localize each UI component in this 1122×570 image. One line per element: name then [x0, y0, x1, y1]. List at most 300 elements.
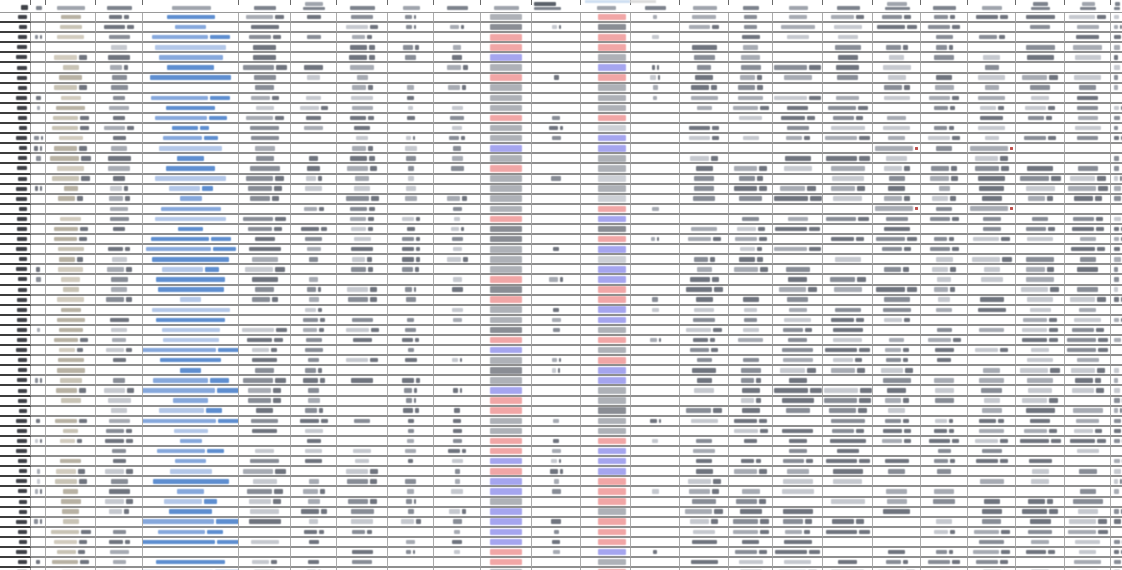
cell-col-20[interactable]: [968, 518, 1016, 528]
cell-col-2[interactable]: [46, 144, 96, 154]
cell-row-header[interactable]: [0, 205, 31, 215]
cell-col-17[interactable]: [823, 235, 873, 245]
cell-col-7[interactable]: [337, 467, 388, 477]
cell-col-22[interactable]: [1065, 235, 1111, 245]
cell-col-2[interactable]: [46, 185, 96, 195]
cell-col-19[interactable]: [921, 84, 968, 94]
cell-col-20[interactable]: [968, 144, 1016, 154]
cell-col-16[interactable]: [773, 134, 823, 144]
cell-col-4[interactable]: [143, 356, 239, 366]
column-header-col-1[interactable]: [31, 0, 46, 13]
cell-col-16[interactable]: [773, 286, 823, 296]
cell-status-a[interactable]: [481, 477, 532, 487]
cell-col-4[interactable]: [143, 215, 239, 225]
cell-col-23[interactable]: [1111, 255, 1122, 265]
cell-col-3[interactable]: [96, 538, 143, 548]
cell-col-19[interactable]: [921, 528, 968, 538]
cell-col-16[interactable]: [773, 164, 823, 174]
cell-col-6[interactable]: [291, 74, 337, 84]
cell-status-a[interactable]: [481, 558, 532, 568]
column-header-col-23[interactable]: [1111, 0, 1122, 13]
cell-col-18[interactable]: [873, 154, 921, 164]
cell-col-17[interactable]: [823, 346, 873, 356]
cell-col-20[interactable]: [968, 245, 1016, 255]
cell-col-5[interactable]: [239, 225, 291, 235]
cell-col-5[interactable]: [239, 63, 291, 73]
cell-col-19[interactable]: [921, 114, 968, 124]
cell-row-header[interactable]: [0, 346, 31, 356]
cell-col-1[interactable]: [31, 528, 46, 538]
cell-row-header[interactable]: [0, 457, 31, 467]
cell-col-18[interactable]: [873, 407, 921, 417]
cell-col-3[interactable]: [96, 235, 143, 245]
cell-col-6[interactable]: [291, 124, 337, 134]
cell-col-6[interactable]: [291, 467, 337, 477]
cell-status-a[interactable]: [481, 245, 532, 255]
cell-col-11[interactable]: [532, 265, 581, 275]
cell-col-3[interactable]: [96, 477, 143, 487]
cell-col-1[interactable]: [31, 558, 46, 568]
cell-col-3[interactable]: [96, 467, 143, 477]
cell-col-9[interactable]: [434, 558, 481, 568]
cell-col-9[interactable]: [434, 245, 481, 255]
cell-status-a[interactable]: [481, 63, 532, 73]
cell-col-3[interactable]: [96, 114, 143, 124]
cell-col-14[interactable]: [680, 326, 729, 336]
cell-col-20[interactable]: [968, 63, 1016, 73]
cell-col-14[interactable]: [680, 164, 729, 174]
cell-col-18[interactable]: [873, 427, 921, 437]
cell-col-15[interactable]: [729, 63, 773, 73]
cell-col-2[interactable]: [46, 558, 96, 568]
cell-col-18[interactable]: [873, 175, 921, 185]
cell-col-20[interactable]: [968, 164, 1016, 174]
cell-status-b[interactable]: [581, 33, 631, 43]
cell-col-16[interactable]: [773, 548, 823, 558]
cell-col-8[interactable]: [388, 548, 434, 558]
cell-col-3[interactable]: [96, 94, 143, 104]
cell-col-11[interactable]: [532, 326, 581, 336]
cell-col-11[interactable]: [532, 386, 581, 396]
cell-col-1[interactable]: [31, 235, 46, 245]
cell-col-3[interactable]: [96, 376, 143, 386]
cell-col-3[interactable]: [96, 33, 143, 43]
cell-col-2[interactable]: [46, 437, 96, 447]
cell-col-19[interactable]: [921, 548, 968, 558]
cell-col-22[interactable]: [1065, 508, 1111, 518]
cell-col-13[interactable]: [631, 74, 680, 84]
cell-col-15[interactable]: [729, 548, 773, 558]
cell-row-header[interactable]: [0, 356, 31, 366]
cell-col-1[interactable]: [31, 397, 46, 407]
cell-col-17[interactable]: [823, 225, 873, 235]
cell-status-b[interactable]: [581, 114, 631, 124]
cell-col-22[interactable]: [1065, 185, 1111, 195]
cell-col-1[interactable]: [31, 255, 46, 265]
cell-col-3[interactable]: [96, 386, 143, 396]
cell-col-14[interactable]: [680, 265, 729, 275]
cell-col-17[interactable]: [823, 528, 873, 538]
cell-col-5[interactable]: [239, 427, 291, 437]
cell-col-9[interactable]: [434, 457, 481, 467]
cell-col-7[interactable]: [337, 366, 388, 376]
cell-col-13[interactable]: [631, 487, 680, 497]
cell-col-19[interactable]: [921, 306, 968, 316]
cell-col-9[interactable]: [434, 407, 481, 417]
cell-status-b[interactable]: [581, 175, 631, 185]
cell-col-20[interactable]: [968, 104, 1016, 114]
cell-col-13[interactable]: [631, 94, 680, 104]
cell-col-4[interactable]: [143, 195, 239, 205]
cell-col-14[interactable]: [680, 477, 729, 487]
cell-col-4[interactable]: [143, 205, 239, 215]
column-header-col-7[interactable]: [337, 0, 388, 13]
cell-col-8[interactable]: [388, 195, 434, 205]
cell-col-8[interactable]: [388, 33, 434, 43]
cell-col-21[interactable]: [1016, 346, 1065, 356]
cell-col-14[interactable]: [680, 437, 729, 447]
cell-col-15[interactable]: [729, 457, 773, 467]
cell-col-23[interactable]: [1111, 275, 1122, 285]
cell-status-b[interactable]: [581, 164, 631, 174]
cell-status-a[interactable]: [481, 376, 532, 386]
cell-col-21[interactable]: [1016, 538, 1065, 548]
cell-col-5[interactable]: [239, 366, 291, 376]
cell-status-b[interactable]: [581, 336, 631, 346]
cell-col-17[interactable]: [823, 286, 873, 296]
cell-col-6[interactable]: [291, 275, 337, 285]
cell-col-19[interactable]: [921, 356, 968, 366]
cell-col-20[interactable]: [968, 114, 1016, 124]
cell-col-6[interactable]: [291, 43, 337, 53]
cell-col-8[interactable]: [388, 356, 434, 366]
cell-col-4[interactable]: [143, 558, 239, 568]
cell-col-1[interactable]: [31, 185, 46, 195]
cell-col-8[interactable]: [388, 407, 434, 417]
cell-col-8[interactable]: [388, 144, 434, 154]
cell-col-16[interactable]: [773, 407, 823, 417]
cell-col-4[interactable]: [143, 13, 239, 23]
cell-col-1[interactable]: [31, 215, 46, 225]
cell-col-11[interactable]: [532, 43, 581, 53]
cell-status-b[interactable]: [581, 255, 631, 265]
cell-col-18[interactable]: [873, 417, 921, 427]
cell-col-9[interactable]: [434, 114, 481, 124]
cell-col-2[interactable]: [46, 487, 96, 497]
cell-col-3[interactable]: [96, 548, 143, 558]
cell-col-4[interactable]: [143, 74, 239, 84]
cell-col-22[interactable]: [1065, 558, 1111, 568]
cell-col-3[interactable]: [96, 74, 143, 84]
cell-col-8[interactable]: [388, 427, 434, 437]
cell-col-21[interactable]: [1016, 518, 1065, 528]
cell-row-header[interactable]: [0, 275, 31, 285]
cell-status-b[interactable]: [581, 518, 631, 528]
cell-col-9[interactable]: [434, 74, 481, 84]
cell-col-9[interactable]: [434, 124, 481, 134]
cell-col-18[interactable]: [873, 114, 921, 124]
cell-col-11[interactable]: [532, 376, 581, 386]
cell-col-17[interactable]: [823, 326, 873, 336]
cell-col-17[interactable]: [823, 13, 873, 23]
cell-col-13[interactable]: [631, 326, 680, 336]
cell-status-b[interactable]: [581, 528, 631, 538]
cell-col-6[interactable]: [291, 457, 337, 467]
cell-col-5[interactable]: [239, 487, 291, 497]
cell-col-1[interactable]: [31, 346, 46, 356]
cell-col-11[interactable]: [532, 63, 581, 73]
cell-status-b[interactable]: [581, 53, 631, 63]
cell-status-b[interactable]: [581, 265, 631, 275]
cell-col-2[interactable]: [46, 386, 96, 396]
cell-col-5[interactable]: [239, 397, 291, 407]
cell-col-13[interactable]: [631, 275, 680, 285]
cell-col-16[interactable]: [773, 518, 823, 528]
cell-col-6[interactable]: [291, 164, 337, 174]
cell-col-2[interactable]: [46, 296, 96, 306]
cell-status-a[interactable]: [481, 84, 532, 94]
cell-col-2[interactable]: [46, 498, 96, 508]
cell-col-3[interactable]: [96, 13, 143, 23]
cell-col-17[interactable]: [823, 154, 873, 164]
cell-col-23[interactable]: [1111, 23, 1122, 33]
cell-col-4[interactable]: [143, 467, 239, 477]
cell-col-7[interactable]: [337, 74, 388, 84]
cell-col-17[interactable]: [823, 195, 873, 205]
cell-col-20[interactable]: [968, 356, 1016, 366]
cell-col-1[interactable]: [31, 407, 46, 417]
cell-col-1[interactable]: [31, 53, 46, 63]
cell-col-2[interactable]: [46, 397, 96, 407]
cell-col-13[interactable]: [631, 386, 680, 396]
cell-col-7[interactable]: [337, 164, 388, 174]
cell-col-3[interactable]: [96, 487, 143, 497]
cell-col-18[interactable]: [873, 397, 921, 407]
cell-col-7[interactable]: [337, 447, 388, 457]
cell-col-15[interactable]: [729, 124, 773, 134]
cell-col-1[interactable]: [31, 336, 46, 346]
cell-col-21[interactable]: [1016, 245, 1065, 255]
cell-col-16[interactable]: [773, 63, 823, 73]
cell-col-13[interactable]: [631, 144, 680, 154]
cell-col-22[interactable]: [1065, 346, 1111, 356]
cell-col-7[interactable]: [337, 316, 388, 326]
cell-col-23[interactable]: [1111, 508, 1122, 518]
cell-col-22[interactable]: [1065, 528, 1111, 538]
cell-col-3[interactable]: [96, 164, 143, 174]
cell-col-17[interactable]: [823, 386, 873, 396]
cell-col-17[interactable]: [823, 275, 873, 285]
cell-col-18[interactable]: [873, 558, 921, 568]
cell-col-13[interactable]: [631, 124, 680, 134]
cell-col-14[interactable]: [680, 195, 729, 205]
cell-col-19[interactable]: [921, 508, 968, 518]
cell-col-1[interactable]: [31, 467, 46, 477]
cell-col-18[interactable]: [873, 255, 921, 265]
cell-col-3[interactable]: [96, 84, 143, 94]
cell-status-a[interactable]: [481, 235, 532, 245]
cell-col-18[interactable]: [873, 144, 921, 154]
cell-col-18[interactable]: [873, 498, 921, 508]
cell-col-5[interactable]: [239, 467, 291, 477]
cell-status-b[interactable]: [581, 407, 631, 417]
cell-col-1[interactable]: [31, 205, 46, 215]
cell-col-19[interactable]: [921, 407, 968, 417]
cell-status-b[interactable]: [581, 235, 631, 245]
cell-col-3[interactable]: [96, 53, 143, 63]
cell-col-11[interactable]: [532, 447, 581, 457]
cell-col-3[interactable]: [96, 215, 143, 225]
cell-col-16[interactable]: [773, 316, 823, 326]
cell-col-2[interactable]: [46, 134, 96, 144]
cell-col-21[interactable]: [1016, 528, 1065, 538]
cell-col-23[interactable]: [1111, 265, 1122, 275]
cell-col-5[interactable]: [239, 164, 291, 174]
cell-col-15[interactable]: [729, 336, 773, 346]
cell-col-15[interactable]: [729, 437, 773, 447]
cell-status-b[interactable]: [581, 548, 631, 558]
cell-col-2[interactable]: [46, 316, 96, 326]
cell-col-7[interactable]: [337, 23, 388, 33]
cell-col-11[interactable]: [532, 346, 581, 356]
cell-col-17[interactable]: [823, 457, 873, 467]
cell-col-1[interactable]: [31, 316, 46, 326]
cell-col-6[interactable]: [291, 63, 337, 73]
cell-col-19[interactable]: [921, 63, 968, 73]
cell-row-header[interactable]: [0, 255, 31, 265]
cell-col-18[interactable]: [873, 225, 921, 235]
cell-col-20[interactable]: [968, 124, 1016, 134]
cell-col-2[interactable]: [46, 265, 96, 275]
cell-status-b[interactable]: [581, 306, 631, 316]
cell-col-2[interactable]: [46, 518, 96, 528]
cell-col-13[interactable]: [631, 225, 680, 235]
cell-col-20[interactable]: [968, 397, 1016, 407]
cell-col-21[interactable]: [1016, 286, 1065, 296]
cell-col-11[interactable]: [532, 84, 581, 94]
cell-col-8[interactable]: [388, 477, 434, 487]
cell-col-17[interactable]: [823, 84, 873, 94]
cell-col-19[interactable]: [921, 417, 968, 427]
cell-col-21[interactable]: [1016, 154, 1065, 164]
cell-col-3[interactable]: [96, 306, 143, 316]
cell-col-5[interactable]: [239, 306, 291, 316]
cell-col-18[interactable]: [873, 356, 921, 366]
cell-col-6[interactable]: [291, 437, 337, 447]
cell-col-15[interactable]: [729, 407, 773, 417]
cell-col-20[interactable]: [968, 265, 1016, 275]
cell-col-6[interactable]: [291, 286, 337, 296]
cell-col-13[interactable]: [631, 336, 680, 346]
cell-col-13[interactable]: [631, 235, 680, 245]
column-header-col-11[interactable]: [532, 0, 581, 13]
cell-col-2[interactable]: [46, 275, 96, 285]
cell-col-23[interactable]: [1111, 417, 1122, 427]
cell-col-8[interactable]: [388, 286, 434, 296]
cell-col-6[interactable]: [291, 376, 337, 386]
cell-col-18[interactable]: [873, 13, 921, 23]
cell-row-header[interactable]: [0, 477, 31, 487]
cell-col-14[interactable]: [680, 245, 729, 255]
cell-col-22[interactable]: [1065, 134, 1111, 144]
cell-col-23[interactable]: [1111, 427, 1122, 437]
cell-col-13[interactable]: [631, 134, 680, 144]
cell-status-a[interactable]: [481, 467, 532, 477]
cell-col-16[interactable]: [773, 296, 823, 306]
cell-col-20[interactable]: [968, 528, 1016, 538]
cell-col-11[interactable]: [532, 286, 581, 296]
cell-col-20[interactable]: [968, 457, 1016, 467]
cell-row-header[interactable]: [0, 558, 31, 568]
cell-col-15[interactable]: [729, 286, 773, 296]
cell-col-9[interactable]: [434, 154, 481, 164]
cell-col-23[interactable]: [1111, 326, 1122, 336]
cell-col-15[interactable]: [729, 235, 773, 245]
cell-col-14[interactable]: [680, 336, 729, 346]
cell-col-11[interactable]: [532, 508, 581, 518]
cell-col-1[interactable]: [31, 427, 46, 437]
cell-col-1[interactable]: [31, 114, 46, 124]
cell-col-2[interactable]: [46, 457, 96, 467]
cell-col-22[interactable]: [1065, 306, 1111, 316]
cell-col-19[interactable]: [921, 467, 968, 477]
cell-col-22[interactable]: [1065, 94, 1111, 104]
cell-col-14[interactable]: [680, 296, 729, 306]
cell-col-15[interactable]: [729, 53, 773, 63]
cell-col-16[interactable]: [773, 154, 823, 164]
cell-col-3[interactable]: [96, 144, 143, 154]
cell-col-14[interactable]: [680, 94, 729, 104]
cell-col-22[interactable]: [1065, 33, 1111, 43]
cell-col-11[interactable]: [532, 13, 581, 23]
cell-col-2[interactable]: [46, 286, 96, 296]
cell-col-1[interactable]: [31, 124, 46, 134]
cell-col-23[interactable]: [1111, 386, 1122, 396]
cell-col-20[interactable]: [968, 417, 1016, 427]
cell-col-16[interactable]: [773, 94, 823, 104]
cell-col-9[interactable]: [434, 427, 481, 437]
cell-status-a[interactable]: [481, 215, 532, 225]
cell-col-9[interactable]: [434, 467, 481, 477]
cell-col-5[interactable]: [239, 104, 291, 114]
cell-col-21[interactable]: [1016, 558, 1065, 568]
cell-col-9[interactable]: [434, 326, 481, 336]
cell-status-b[interactable]: [581, 13, 631, 23]
cell-col-14[interactable]: [680, 366, 729, 376]
cell-col-7[interactable]: [337, 53, 388, 63]
cell-col-17[interactable]: [823, 134, 873, 144]
cell-col-8[interactable]: [388, 447, 434, 457]
cell-col-14[interactable]: [680, 417, 729, 427]
cell-col-20[interactable]: [968, 215, 1016, 225]
cell-status-b[interactable]: [581, 326, 631, 336]
cell-col-21[interactable]: [1016, 63, 1065, 73]
cell-row-header[interactable]: [0, 316, 31, 326]
cell-col-15[interactable]: [729, 215, 773, 225]
cell-status-a[interactable]: [481, 538, 532, 548]
cell-col-3[interactable]: [96, 286, 143, 296]
cell-row-header[interactable]: [0, 286, 31, 296]
cell-col-17[interactable]: [823, 33, 873, 43]
cell-col-17[interactable]: [823, 296, 873, 306]
cell-col-4[interactable]: [143, 23, 239, 33]
column-header-col-5[interactable]: [239, 0, 291, 13]
cell-col-22[interactable]: [1065, 487, 1111, 497]
cell-status-a[interactable]: [481, 528, 532, 538]
cell-col-1[interactable]: [31, 94, 46, 104]
cell-col-21[interactable]: [1016, 356, 1065, 366]
cell-col-5[interactable]: [239, 356, 291, 366]
